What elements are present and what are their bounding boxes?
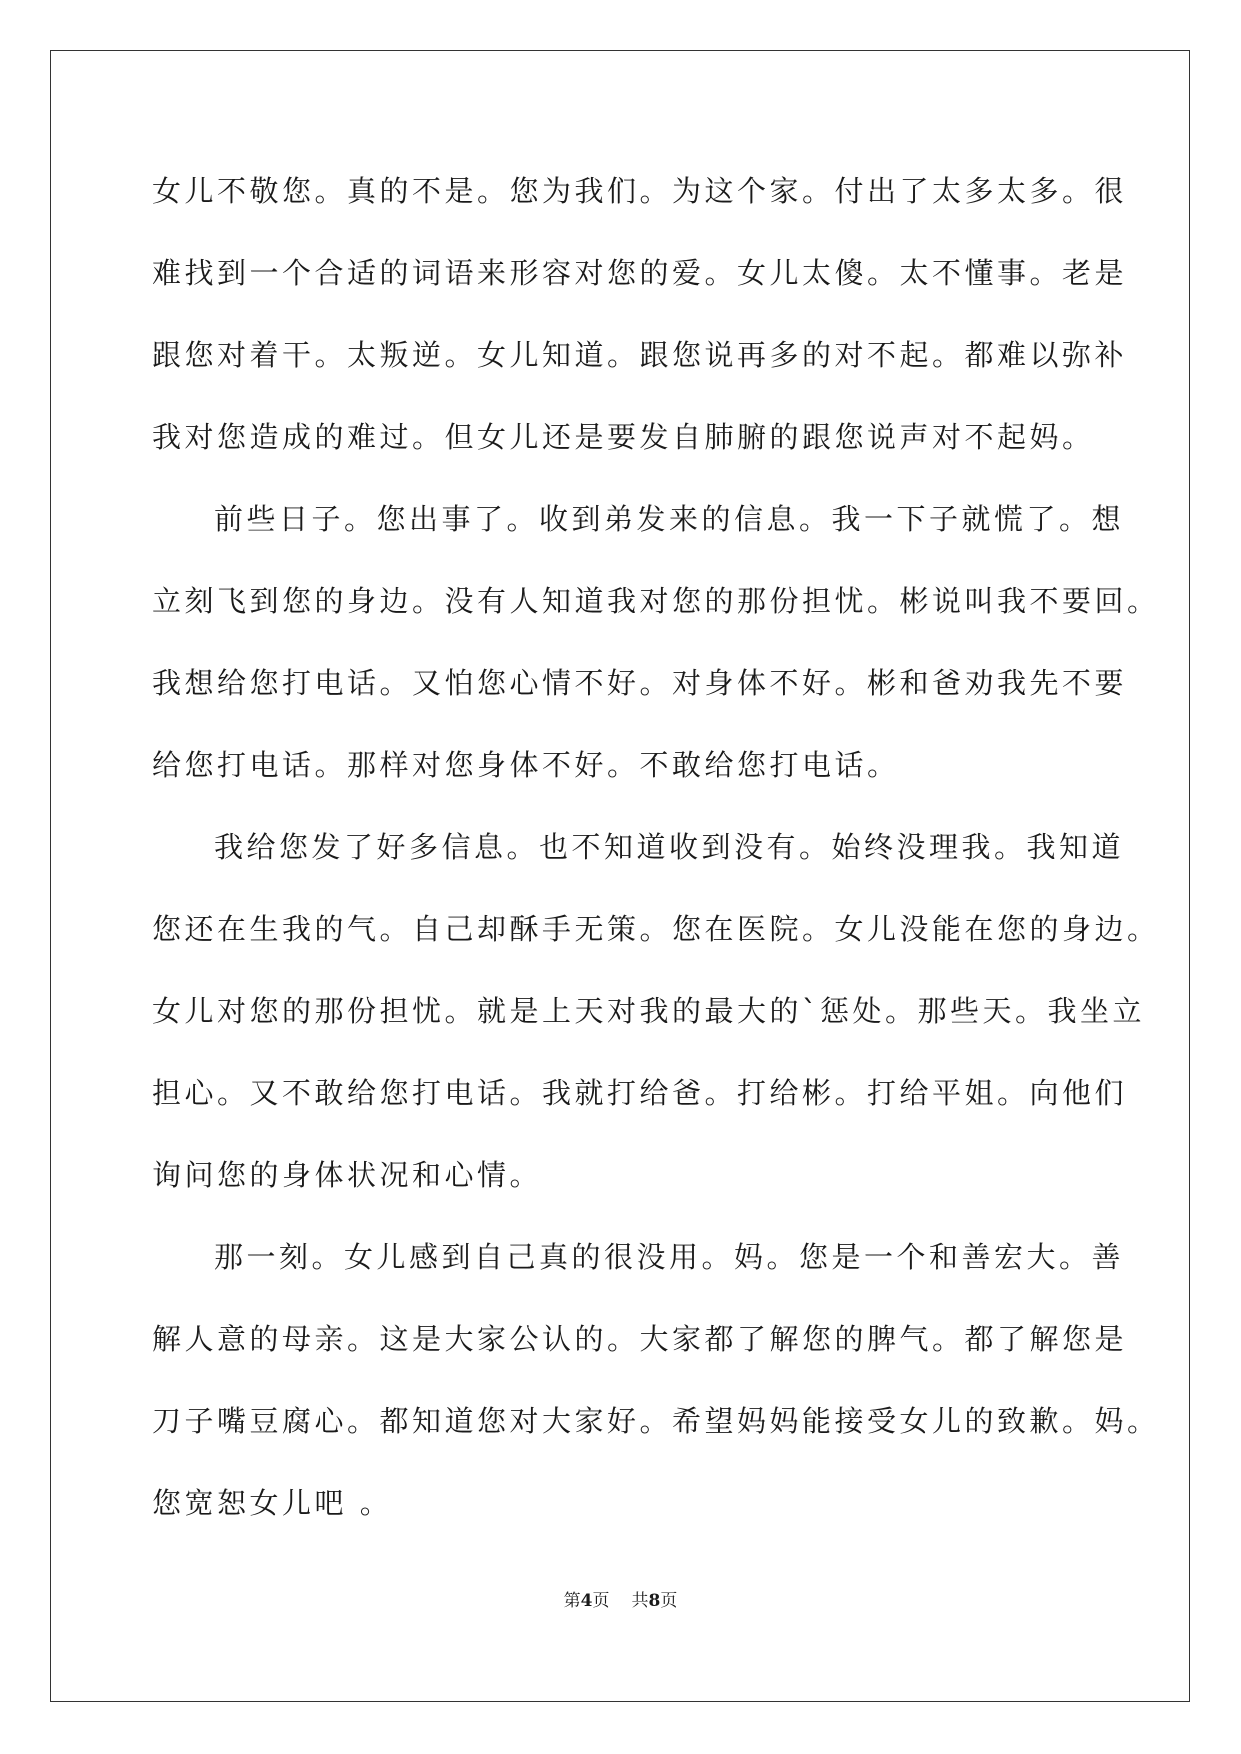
page-footer [0,1590,1241,1612]
text-line: 前些日子。您出事了。收到弟发来的信息。我一下子就慌了。想 [214,502,1125,536]
text-line: 女儿对您的那份担忧。就是上天对我的最大的`惩处。那些天。我坐立 [152,994,1146,1028]
text-line: 您还在生我的气。自己却酥手无策。您在医院。女儿没能在您的身边。 [152,912,1160,946]
text-line: 立刻飞到您的身边。没有人知道我对您的那份担忧。彬说叫我不要回。 [152,584,1160,618]
text-line: 我对您造成的难过。但女儿还是要发自肺腑的跟您说声对不起妈。 [152,420,1095,454]
text-line: 担心。又不敢给您打电话。我就打给爸。打给彬。打给平姐。向他们 [152,1076,1128,1110]
text-line: 给您打电话。那样对您身体不好。不敢给您打电话。 [152,748,900,782]
text-line: 难找到一个合适的词语来形容对您的爱。女儿太傻。太不懂事。老是 [152,256,1128,290]
total-suffix: 页 [660,1591,678,1611]
text-line: 我想给您打电话。又怕您心情不好。对身体不好。彬和爸劝我先不要 [152,666,1128,700]
text-line: 刀子嘴豆腐心。都知道您对大家好。希望妈妈能接受女儿的致歉。妈。 [152,1404,1160,1438]
page-number: 4 [580,1591,593,1611]
text-line: 询问您的身体状况和心情。 [152,1158,543,1192]
total-pages: 8 [648,1591,661,1611]
text-line: 跟您对着干。太叛逆。女儿知道。跟您说再多的对不起。都难以弥补 [152,338,1128,372]
text-line: 女儿不敬您。真的不是。您为我们。为这个家。付出了太多太多。很 [152,174,1128,208]
text-line: 您宽恕女儿吧 。 [152,1486,393,1520]
page-border [50,50,1190,1702]
text-line: 那一刻。女儿感到自己真的很没用。妈。您是一个和善宏大。善 [214,1240,1125,1274]
page-prefix: 第 [563,1591,581,1611]
page-suffix: 页 [592,1591,610,1611]
text-line: 我给您发了好多信息。也不知道收到没有。始终没理我。我知道 [214,830,1125,864]
text-line: 解人意的母亲。这是大家公认的。大家都了解您的脾气。都了解您是 [152,1322,1128,1356]
total-prefix: 共 [631,1591,649,1611]
